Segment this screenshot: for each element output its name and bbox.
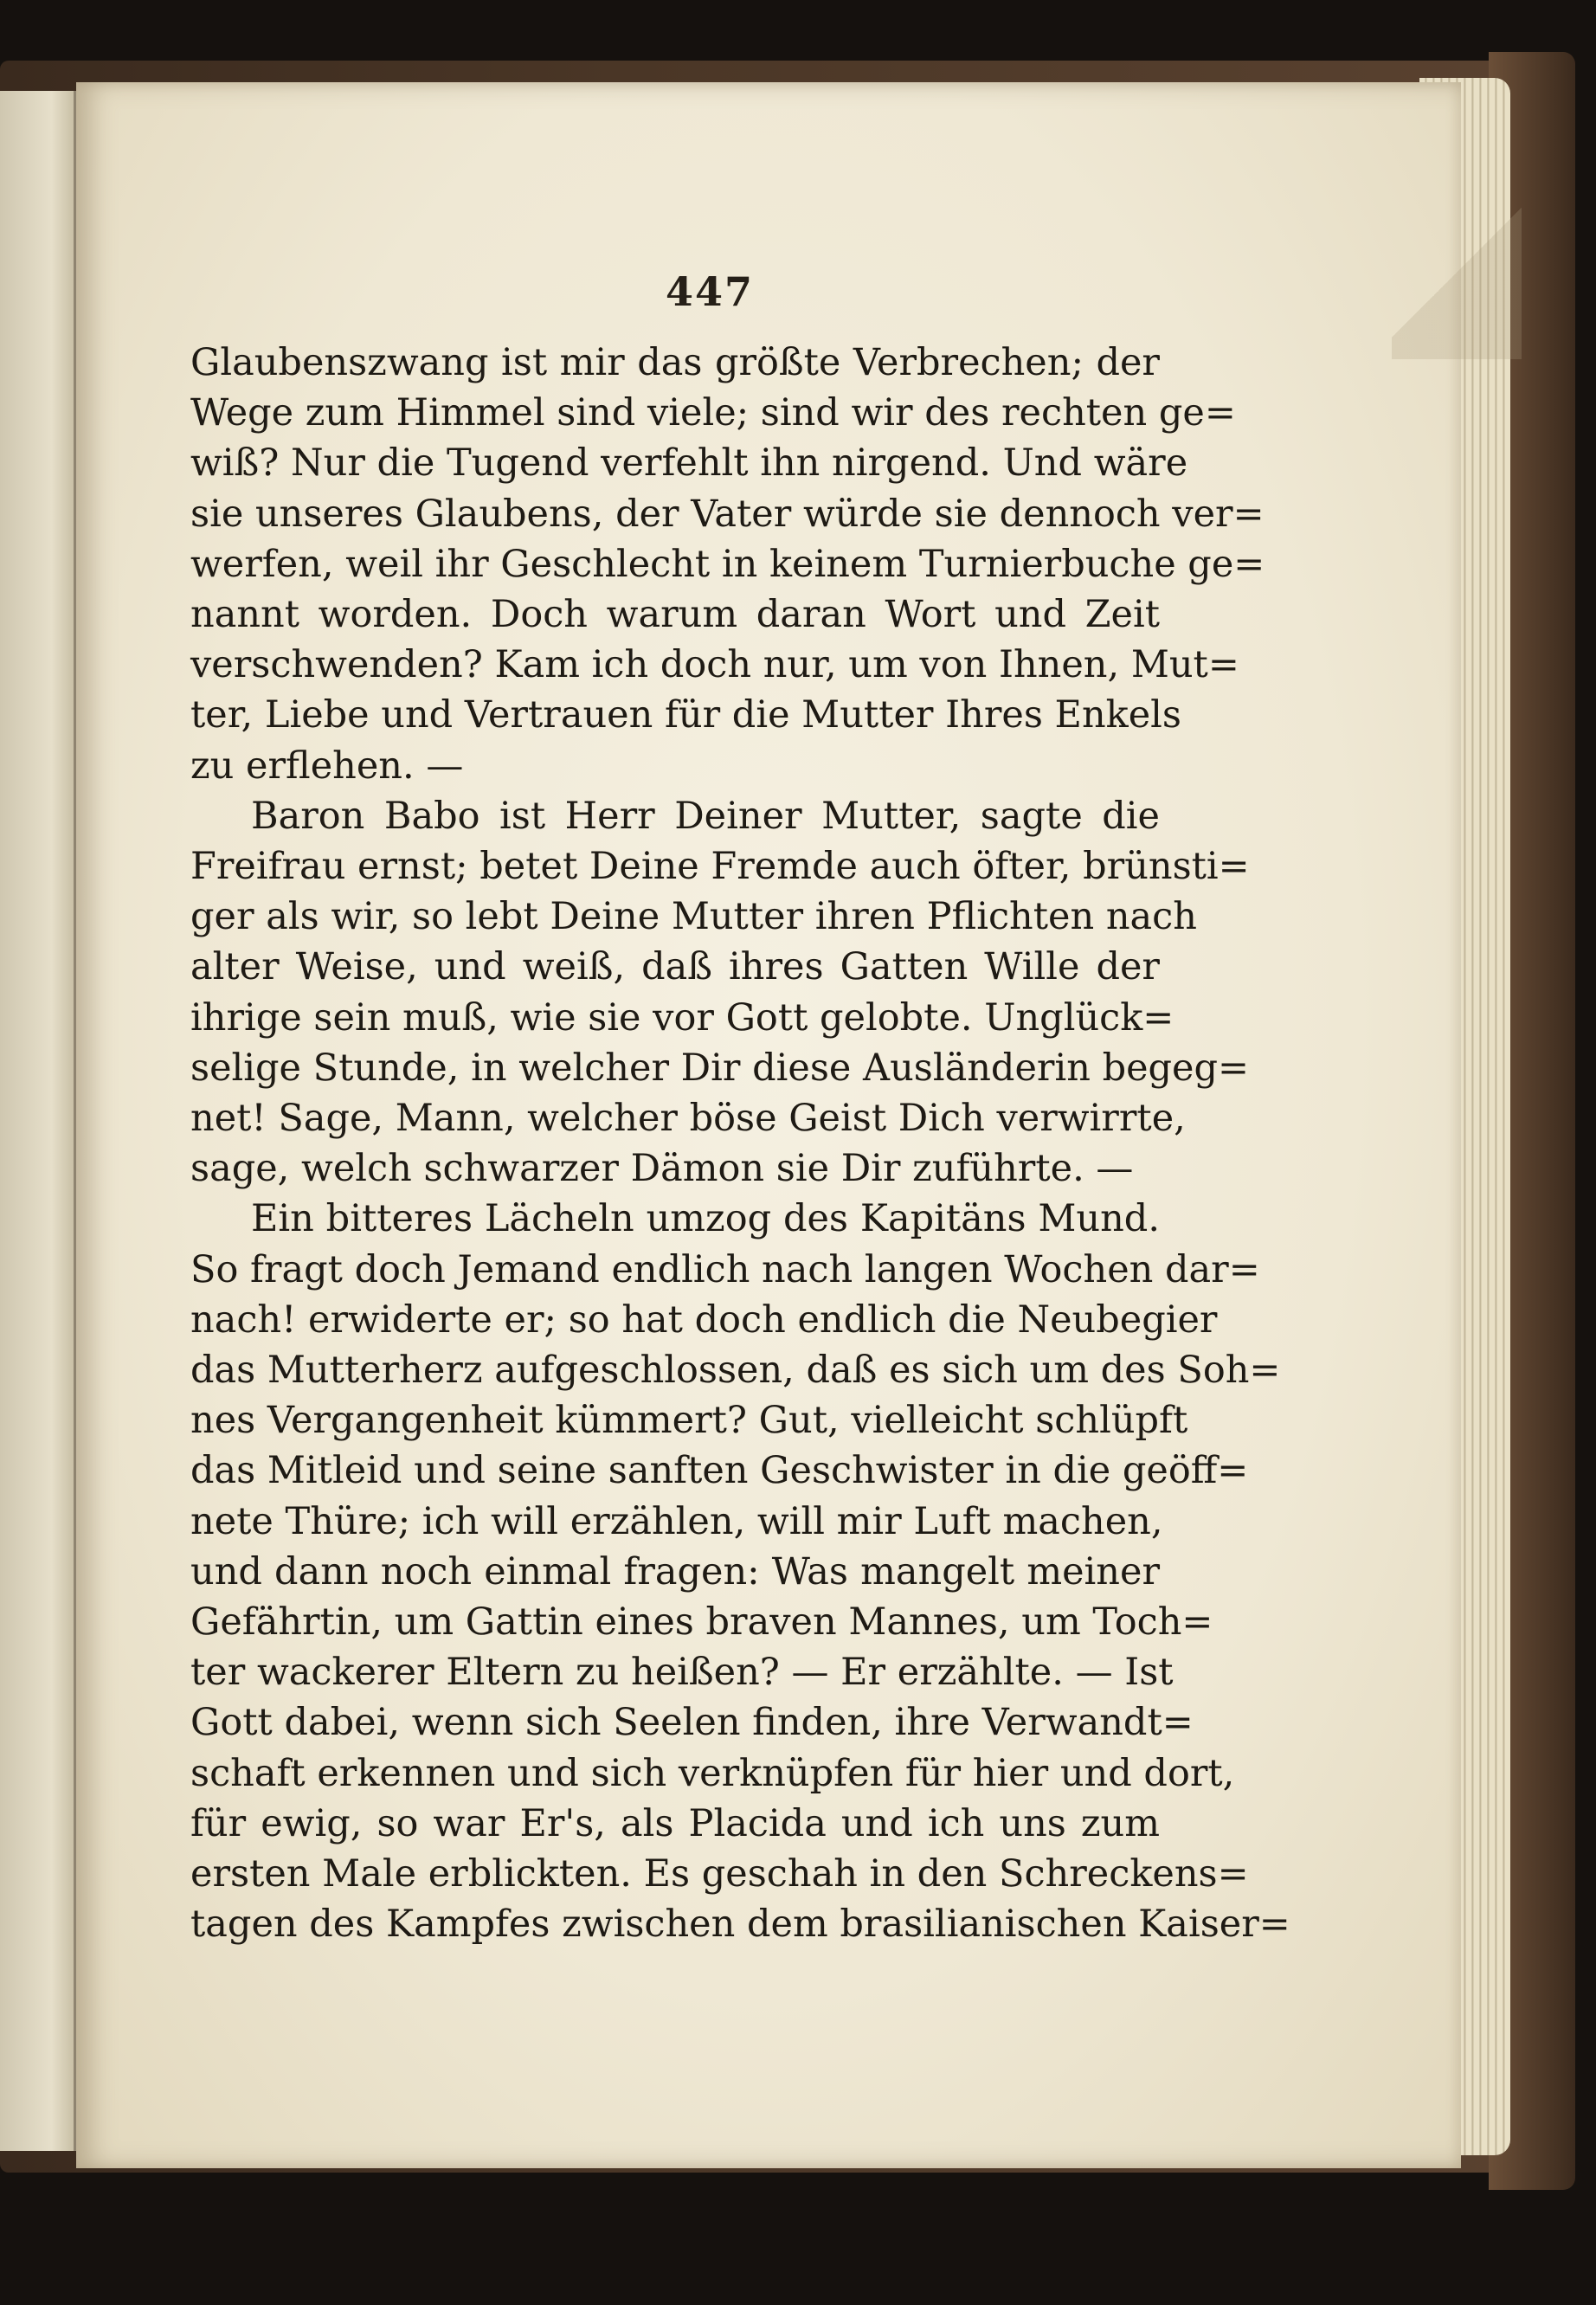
text-line: Baron Babo ist Herr Deiner Mutter, sagte die xyxy=(251,794,1160,838)
text-line: nach! erwiderte er; so hat doch endlich die Neubegier xyxy=(190,1297,1218,1342)
text-line: selige Stunde, in welcher Dir diese Ausländerin begeg= xyxy=(190,1046,1250,1090)
body-text xyxy=(190,338,1290,1950)
text-line: und dann noch einmal fragen: Was mangelt meiner xyxy=(190,1549,1160,1594)
text-line: ter wackerer Eltern zu heißen? — Er erzählte. — Ist xyxy=(190,1651,1174,1695)
text-line: Freifrau ernst; betet Deine Fremde auch öfter, brünsti= xyxy=(190,845,1250,889)
text-line: ter, Liebe und Vertrauen für die Mutter Ihres Enkels xyxy=(190,693,1181,737)
text-line: für ewig, so war Er's, als Placida und ich uns zum xyxy=(190,1801,1160,1845)
text-line: Glaubenszwang ist mir das größte Verbrechen; der xyxy=(190,341,1160,384)
text-line: tagen des Kampfes zwischen dem brasilianischen Kaiser= xyxy=(190,1903,1290,1947)
text-line: schaft erkennen und sich verknüpfen für hier und dort, xyxy=(190,1751,1235,1795)
text-line: So fragt doch Jemand endlich nach langen Wochen dar= xyxy=(190,1247,1260,1291)
text-line: ersten Male erblickten. Es geschah in den Schreckens= xyxy=(190,1852,1249,1896)
text-line: nannt worden. Doch warum daran Wort und Zeit xyxy=(190,593,1160,637)
facing-page-edge xyxy=(0,91,76,2151)
text-line: Ein bitteres Lächeln umzog des Kapitäns Mund. xyxy=(251,1197,1160,1241)
text-line: werfen, weil ihr Geschlecht in keinem Turnierbuche ge= xyxy=(190,542,1265,586)
text-line: das Mutterherz aufgeschlossen, daß es sich um des Soh= xyxy=(190,1349,1281,1393)
text-line: zu erflehen. — xyxy=(190,744,464,788)
text-line: ger als wir, so lebt Deine Mutter ihren Pflichten nach xyxy=(190,895,1197,939)
text-line: nete Thüre; ich will erzählen, will mir Luft machen, xyxy=(190,1499,1163,1543)
text-line: ihrige sein muß, wie sie vor Gott gelobte. Unglück= xyxy=(190,995,1174,1040)
text-line: das Mitleid und seine sanften Geschwister in die geöff= xyxy=(190,1449,1249,1493)
text-line: sie unseres Glaubens, der Vater würde sie dennoch ver= xyxy=(190,492,1265,536)
text-line: Gefährtin, um Gattin eines braven Mannes, um Toch= xyxy=(190,1600,1213,1645)
text-line: Wege zum Himmel sind viele; sind wir des rechten ge= xyxy=(190,391,1236,435)
text-line: alter Weise, und weiß, daß ihres Gatten Wille der xyxy=(190,945,1160,989)
text-line: net! Sage, Mann, welcher böse Geist Dich verwirrte, xyxy=(190,1097,1186,1141)
text-line: verschwenden? Kam ich doch nur, um von Ihnen, Mut= xyxy=(190,643,1239,687)
text-line: nes Vergangenheit kümmert? Gut, vielleicht schlüpft xyxy=(190,1399,1188,1443)
text-line: Gott dabei, wenn sich Seelen finden, ihre Verwandt= xyxy=(190,1701,1194,1745)
folded-corner xyxy=(1392,186,1522,359)
page-number: 447 xyxy=(665,268,755,315)
text-line: wiß? Nur die Tugend verfehlt ihn nirgend. Und wäre xyxy=(190,441,1188,486)
text-line: sage, welch schwarzer Dämon sie Dir zuführte. — xyxy=(190,1147,1134,1191)
